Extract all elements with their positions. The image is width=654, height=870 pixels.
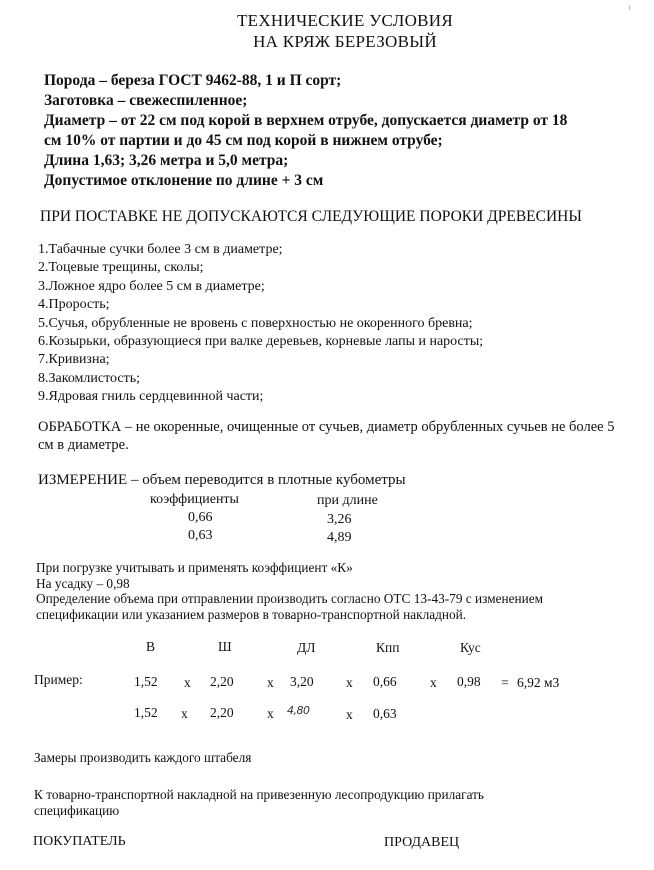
- buyer-label: ПОКУПАТЕЛЬ: [33, 834, 126, 849]
- multiply-sign: х: [346, 707, 353, 722]
- note-shrinkage: На усадку – 0,98: [36, 575, 130, 591]
- spec-species: Порода – береза ГОСТ 9462-88, 1 и П сорт;: [44, 72, 342, 89]
- defects-heading: ПРИ ПОСТАВКЕ НЕ ДОПУСКАЮТСЯ СЛЕДУЮЩИЕ ПОРОКИ ДРЕВЕСИНЫ: [40, 208, 582, 225]
- list-item: 1.Табачные сучки более 3 см в диаметре;: [38, 242, 283, 257]
- row2-b: 1,52: [134, 705, 158, 720]
- corner-scan-mark: ¹: [628, 4, 631, 15]
- coef-header: коэффициенты: [150, 492, 239, 507]
- seller-label: ПРОДАВЕЦ: [384, 835, 460, 850]
- row1-dl: 3,20: [290, 674, 314, 689]
- header-kus: Кус: [460, 640, 481, 655]
- length-header: при длине: [317, 493, 378, 508]
- list-item: 7.Кривизна;: [38, 352, 110, 368]
- coef-value: 0,66: [188, 510, 213, 525]
- equals-sign: =: [501, 675, 509, 690]
- row1-kus: 0,98: [457, 674, 481, 689]
- measurement-label: ИЗМЕРЕНИЕ: [38, 472, 128, 488]
- spec-diameter-cont: см 10% от партии и до 45 см под корой в нижнем отрубе;: [44, 132, 443, 149]
- row1-sh: 2,20: [210, 674, 234, 689]
- row1-b: 1,52: [134, 674, 158, 689]
- notes-block: [36, 560, 636, 622]
- coef-value: 0,63: [188, 528, 213, 543]
- list-item: 8.Закомлистость;: [38, 370, 140, 386]
- row2-dl-handwritten: 4,80: [287, 704, 310, 717]
- list-item: 6.Козырьки, образующиеся при валке деревьев, корневые лапы и наросты;: [38, 334, 484, 350]
- measurement-heading: [38, 472, 406, 489]
- multiply-sign: х: [430, 675, 437, 690]
- note-volume-def-cont: спецификации или указанием размеров в товарно-транспортной накладной.: [36, 606, 467, 622]
- row2-sh: 2,20: [210, 705, 234, 720]
- title-line-2: НА КРЯЖ БЕРЕЗОВЫЙ: [253, 32, 437, 51]
- spec-harvest: Заготовка – свежеспиленное;: [44, 92, 248, 109]
- list-item: 3.Ложное ядро более 5 см в диаметре;: [38, 278, 265, 294]
- processing-label: ОБРАБОТКА: [38, 419, 122, 435]
- title-line-1: ТЕХНИЧЕСКИЕ УСЛОВИЯ: [236, 11, 454, 30]
- multiply-sign: х: [346, 675, 353, 690]
- header-dl: ДЛ: [297, 640, 316, 655]
- header-kpp: Кпп: [376, 640, 400, 655]
- measurement-text: – объем переводится в плотные кубометры: [127, 472, 406, 488]
- list-item: 4.Прорость;: [38, 297, 110, 313]
- attachment-line-1: К товарно-транспортной накладной на привезенную лесопродукцию прилагать: [34, 787, 484, 802]
- note-volume-def: Определение объема при отправлении производить согласно ОТС 13-43-79 с изменением: [36, 591, 544, 606]
- specifications-block: [44, 71, 644, 191]
- stacks-note: [34, 750, 251, 766]
- document-title: [0, 10, 654, 52]
- multiply-sign: х: [267, 675, 274, 690]
- processing-paragraph: [38, 418, 628, 454]
- list-item: 2.Тоцевые трещины, сколы;: [38, 260, 204, 276]
- header-sh: Ш: [218, 639, 232, 654]
- spec-length: Длина 1,63; 3,26 метра и 5,0 метра;: [44, 152, 289, 169]
- multiply-sign: х: [184, 675, 191, 690]
- length-value: 4,89: [327, 530, 352, 545]
- attachment-line-2: спецификацию: [34, 802, 120, 818]
- spec-diameter: Диаметр – от 22 см под корой в верхнем отрубе, допускается диаметр от 18: [44, 112, 568, 129]
- multiply-sign: х: [267, 706, 274, 721]
- row1-result: 6,92 м3: [517, 675, 560, 690]
- row1-kpp: 0,66: [373, 674, 397, 689]
- defects-list: [38, 241, 483, 407]
- list-item: 9.Ядровая гниль сердцевинной части;: [38, 389, 264, 405]
- processing-text: – не окоренные, очищенные от сучьев, диаметр обрубленных сучьев не более 5 см в диаметре.: [38, 419, 615, 453]
- stacks-note-text: Замеры производить каждого штабеля: [34, 750, 252, 765]
- list-item: 5.Сучья, обрубленные не вровень с поверхностью не окоренного бревна;: [38, 315, 473, 331]
- spec-tolerance: Допустимое отклонение по длине + 3 см: [44, 172, 324, 189]
- note-coefficient: При погрузке учитывать и применять коэффициент «К»: [36, 560, 353, 575]
- header-b: В: [146, 639, 156, 654]
- length-value: 3,26: [327, 512, 352, 527]
- multiply-sign: х: [181, 706, 188, 721]
- attachment-note: [34, 787, 484, 818]
- row2-kpp: 0,63: [373, 706, 397, 721]
- example-label: Пример:: [34, 672, 83, 687]
